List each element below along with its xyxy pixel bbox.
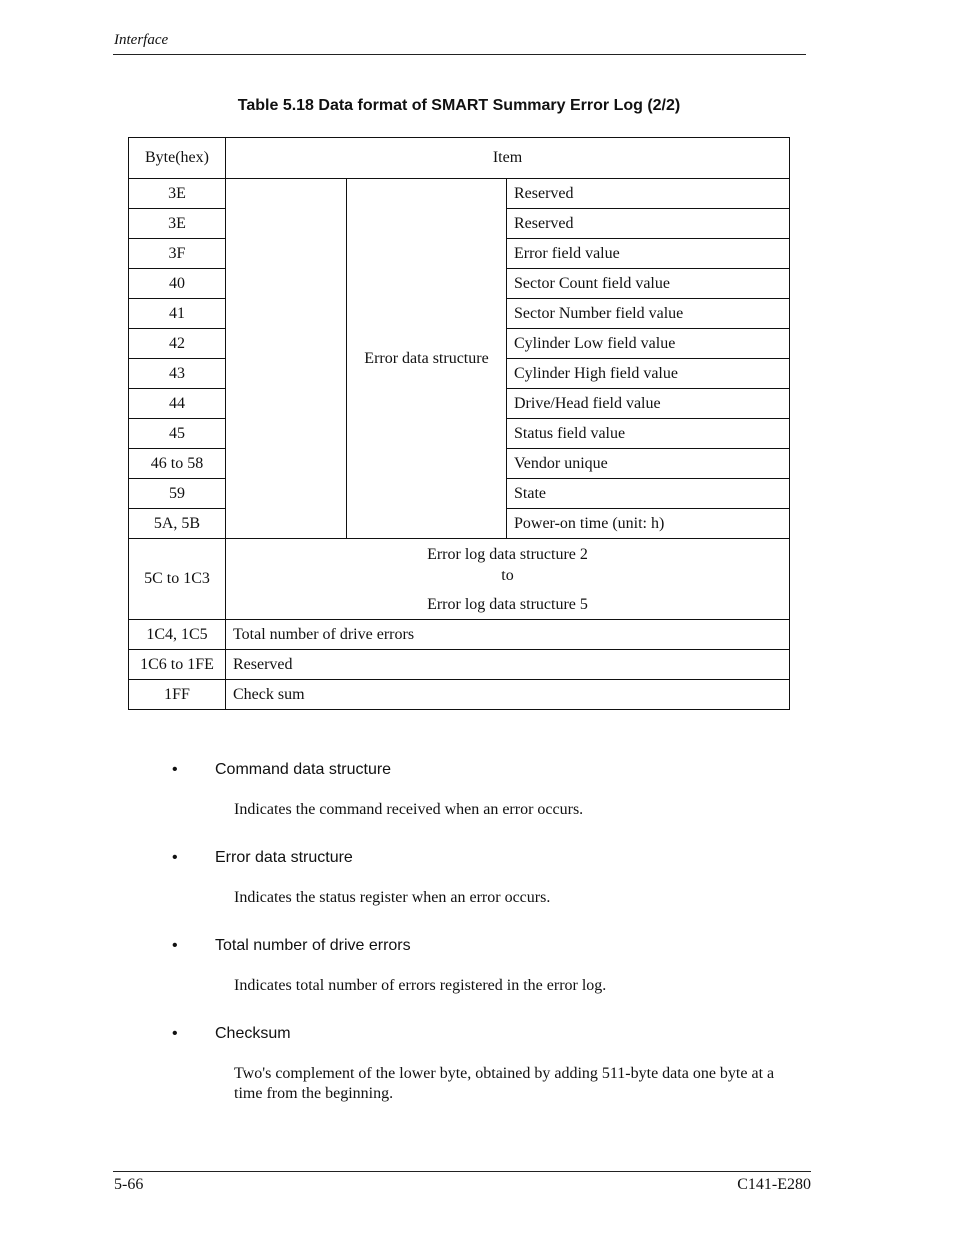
bullet-title: Total number of drive errors (215, 937, 411, 954)
blank-cell (226, 179, 347, 539)
item-cell: Reserved (507, 179, 790, 209)
header-rule (113, 54, 806, 55)
item-cell: Reserved (507, 209, 790, 239)
table-row (129, 650, 790, 680)
byte-cell: 1C6 to 1FE (129, 650, 226, 680)
item-cell: Status field value (507, 419, 790, 449)
page-number: 5-66 (114, 1176, 144, 1193)
bullet-description: Indicates total number of errors registered in the error log. (234, 977, 607, 994)
table-row (129, 620, 790, 650)
bullet-description: Two's complement of the lower byte, obtained by adding 511-byte data one byte at a time from the beginning. (234, 1065, 775, 1102)
running-header: Interface (114, 32, 169, 48)
byte-cell: 43 (129, 359, 226, 389)
bullet-description: Indicates the status register when an error occurs. (234, 889, 551, 906)
bullet-title: Checksum (215, 1025, 291, 1042)
table-row-range (129, 539, 790, 620)
item-cell: Check sum (226, 680, 790, 710)
byte-cell: 3F (129, 239, 226, 269)
byte-cell: 45 (129, 419, 226, 449)
item-cell: Reserved (226, 650, 790, 680)
byte-cell: 59 (129, 479, 226, 509)
byte-cell: 3E (129, 209, 226, 239)
header-item: Item (226, 138, 790, 179)
document-id: C141-E280 (737, 1176, 811, 1193)
table-row (129, 179, 790, 209)
item-cell: Error field value (507, 239, 790, 269)
group-label-cell: Error data structure (347, 179, 507, 539)
item-cell: Vendor unique (507, 449, 790, 479)
error-log-table (128, 137, 790, 710)
range-line-end: Error log data structure 5 (427, 595, 588, 613)
bullet-marker: • (172, 761, 178, 778)
item-cell: Sector Number field value (507, 299, 790, 329)
range-line-to: to (501, 566, 514, 584)
item-cell: Total number of drive errors (226, 620, 790, 650)
byte-cell: 42 (129, 329, 226, 359)
bullet-marker: • (172, 1025, 178, 1042)
item-cell: Sector Count field value (507, 269, 790, 299)
bullet-marker: • (172, 937, 178, 954)
byte-cell: 44 (129, 389, 226, 419)
range-item-cell (226, 539, 790, 620)
byte-cell: 5C to 1C3 (129, 539, 226, 620)
byte-cell: 41 (129, 299, 226, 329)
item-cell: Cylinder Low field value (507, 329, 790, 359)
bullet-title: Error data structure (215, 849, 353, 866)
byte-cell: 46 to 58 (129, 449, 226, 479)
bullet-marker: • (172, 849, 178, 866)
range-line-start: Error log data structure 2 (427, 545, 588, 563)
item-cell: Power-on time (unit: h) (507, 509, 790, 539)
bullet-description: Indicates the command received when an error occurs. (234, 801, 584, 818)
byte-cell: 40 (129, 269, 226, 299)
byte-cell: 1FF (129, 680, 226, 710)
item-cell: Cylinder High field value (507, 359, 790, 389)
byte-cell: 3E (129, 179, 226, 209)
table-caption: Table 5.18 Data format of SMART Summary Error Log (2/2) (237, 97, 681, 114)
item-cell: State (507, 479, 790, 509)
byte-cell: 1C4, 1C5 (129, 620, 226, 650)
table-row (129, 680, 790, 710)
header-byte: Byte(hex) (129, 138, 226, 179)
table-header-row (129, 138, 790, 179)
byte-cell: 5A, 5B (129, 509, 226, 539)
item-cell: Drive/Head field value (507, 389, 790, 419)
bullet-title: Command data structure (215, 761, 392, 778)
footer-rule (113, 1171, 811, 1172)
